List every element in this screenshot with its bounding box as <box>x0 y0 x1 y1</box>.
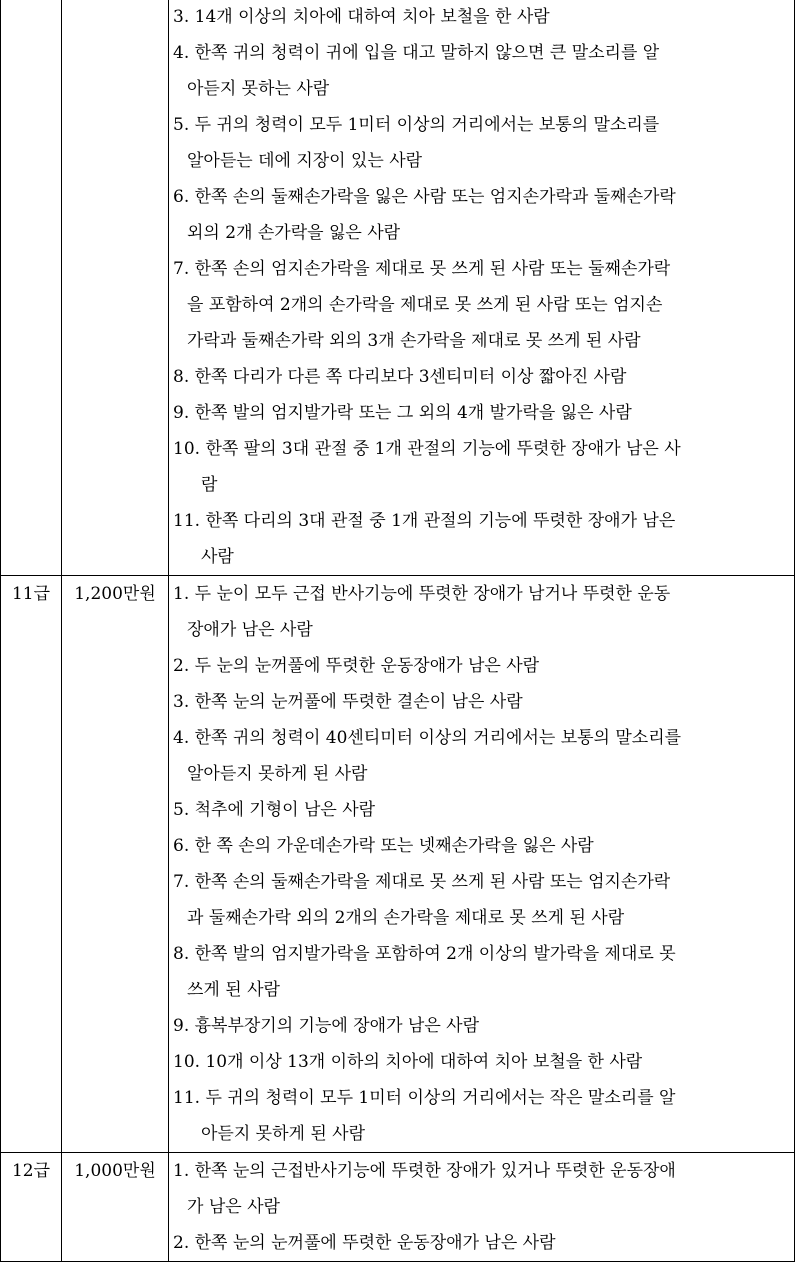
item-continuation: 쓰게 된 사람 <box>187 980 280 1000</box>
item-continuation: 람 <box>201 475 218 495</box>
criteria-cell <box>169 576 795 1153</box>
item-continuation: 가락과 둘째손가락 외의 3개 손가락을 제대로 못 쓰게 된 사람 <box>187 331 641 351</box>
list-item <box>173 251 790 359</box>
list-item <box>173 576 790 648</box>
list-item <box>173 395 790 431</box>
list-item <box>173 179 790 251</box>
table-row <box>1 576 795 1153</box>
item-text: 9. 흉복부장기의 기능에 장애가 남은 사람 <box>173 1016 479 1036</box>
criteria-cell <box>169 1153 795 1262</box>
list-item <box>173 0 790 35</box>
item-text: 10. 10개 이상 13개 이하의 치아에 대하여 치아 보철을 한 사람 <box>173 1052 643 1072</box>
item-text: 5. 척추에 기형이 남은 사람 <box>173 800 376 820</box>
item-continuation: 을 포함하여 2개의 손가락을 제대로 못 쓰게 된 사람 또는 엄지손 <box>187 295 663 315</box>
item-text: 5. 두 귀의 청력이 모두 1미터 이상의 거리에서는 보통의 말소리를 <box>173 115 660 135</box>
item-text: 2. 두 눈의 눈꺼풀에 뚜렷한 운동장애가 남은 사람 <box>173 656 540 676</box>
amount-cell: 1,200만원 <box>62 576 169 1153</box>
item-text: 4. 한쪽 귀의 청력이 40센티미터 이상의 거리에서는 보통의 말소리를 <box>173 728 682 748</box>
item-text: 7. 한쪽 손의 둘째손가락을 제대로 못 쓰게 된 사람 또는 엄지손가락 <box>173 872 671 892</box>
list-item <box>173 1044 790 1080</box>
amount-cell: 1,000만원 <box>62 1153 169 1262</box>
list-item <box>173 684 790 720</box>
list-item <box>173 1225 790 1261</box>
item-text: 10. 한쪽 팔의 3대 관절 중 1개 관절의 기능에 뚜렷한 장애가 남은 사 <box>173 439 681 459</box>
item-text: 11. 두 귀의 청력이 모두 1미터 이상의 거리에서는 작은 말소리를 알 <box>173 1088 676 1108</box>
table-row <box>1 0 795 576</box>
list-item <box>173 35 790 107</box>
item-continuation: 알아듣지 못하게 된 사람 <box>187 764 368 784</box>
item-continuation: 장애가 남은 사람 <box>187 620 313 640</box>
criteria-cell <box>169 0 795 576</box>
item-continuation: 아듣지 못하게 된 사람 <box>201 1124 366 1144</box>
item-text: 6. 한 쪽 손의 가운데손가락 또는 넷째손가락을 잃은 사람 <box>173 836 594 856</box>
item-text: 8. 한쪽 발의 엄지발가락을 포함하여 2개 이상의 발가락을 제대로 못 <box>173 944 676 964</box>
item-text: 3. 14개 이상의 치아에 대하여 치아 보철을 한 사람 <box>173 7 550 27</box>
list-item <box>173 792 790 828</box>
item-continuation: 알아듣는 데에 지장이 있는 사람 <box>187 151 423 171</box>
list-item <box>173 1153 790 1225</box>
list-item <box>173 1080 790 1152</box>
item-text: 11. 한쪽 다리의 3대 관절 중 1개 관절의 기능에 뚜렷한 장애가 남은 <box>173 511 676 531</box>
list-item <box>173 720 790 792</box>
list-item <box>173 936 790 1008</box>
grade-cell: 12급 <box>1 1153 62 1262</box>
list-item <box>173 1008 790 1044</box>
item-text: 9. 한쪽 발의 엄지발가락 또는 그 외의 4개 발가락을 잃은 사람 <box>173 403 632 423</box>
item-continuation: 가 남은 사람 <box>187 1197 280 1217</box>
item-text: 7. 한쪽 손의 엄지손가락을 제대로 못 쓰게 된 사람 또는 둘째손가락 <box>173 259 671 279</box>
table-row <box>1 1153 795 1262</box>
item-text: 4. 한쪽 귀의 청력이 귀에 입을 대고 말하지 않으면 큰 말소리를 알 <box>173 43 660 63</box>
amount-cell <box>62 0 169 576</box>
grade-cell: 11급 <box>1 576 62 1153</box>
item-text: 2. 한쪽 눈의 눈꺼풀에 뚜렷한 운동장애가 남은 사람 <box>173 1233 556 1253</box>
item-text: 3. 한쪽 눈의 눈꺼풀에 뚜렷한 결손이 남은 사람 <box>173 692 523 712</box>
item-continuation: 과 둘째손가락 외의 2개의 손가락을 제대로 못 쓰게 된 사람 <box>187 908 625 928</box>
item-continuation: 외의 2개 손가락을 잃은 사람 <box>187 223 401 243</box>
grade-cell <box>1 0 62 576</box>
item-text: 1. 두 눈이 모두 근접 반사기능에 뚜렷한 장애가 남거나 뚜렷한 운동 <box>173 584 671 604</box>
item-text: 8. 한쪽 다리가 다른 쪽 다리보다 3센티미터 이상 짧아진 사람 <box>173 367 627 387</box>
item-continuation: 사람 <box>201 547 234 567</box>
list-item <box>173 359 790 395</box>
item-text: 1. 한쪽 눈의 근접반사기능에 뚜렷한 장애가 있거나 뚜렷한 운동장애 <box>173 1161 676 1181</box>
list-item <box>173 107 790 179</box>
list-item <box>173 431 790 503</box>
list-item <box>173 828 790 864</box>
item-continuation: 아듣지 못하는 사람 <box>187 79 330 99</box>
item-text: 6. 한쪽 손의 둘째손가락을 잃은 사람 또는 엄지손가락과 둘째손가락 <box>173 187 676 207</box>
list-item <box>173 648 790 684</box>
list-item <box>173 503 790 575</box>
list-item <box>173 864 790 936</box>
